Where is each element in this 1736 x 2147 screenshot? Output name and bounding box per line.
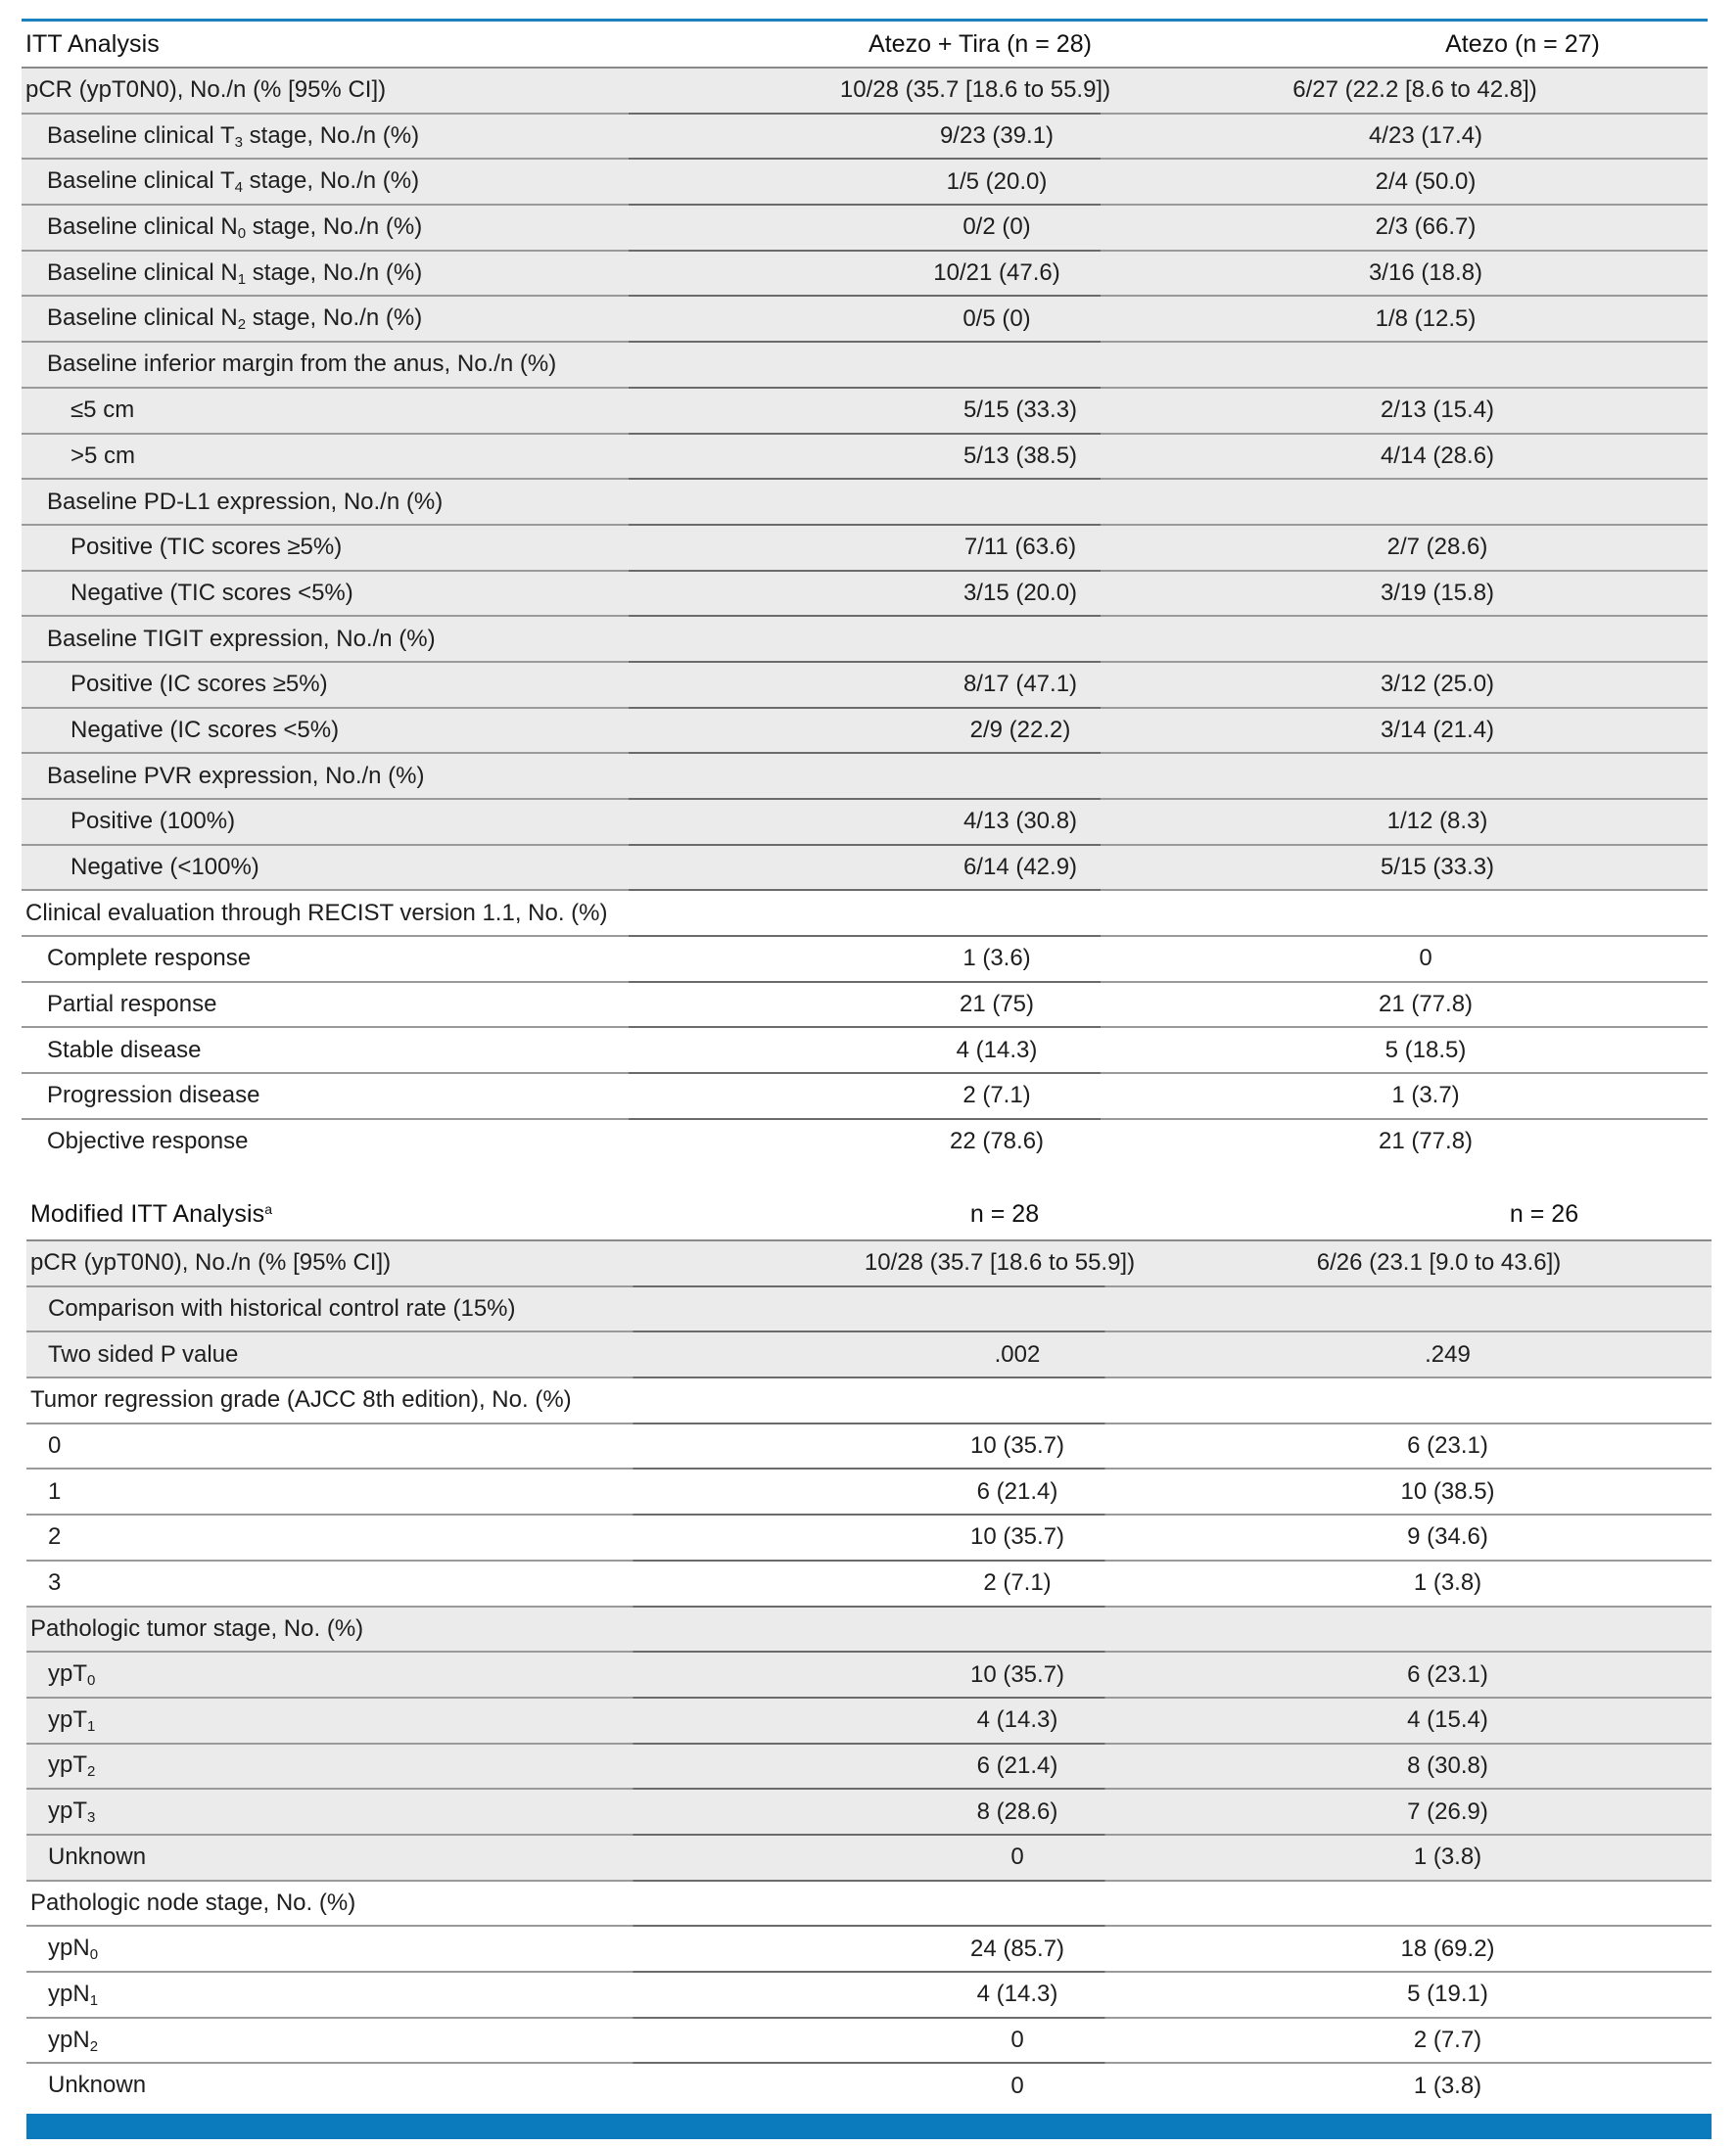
table-row-group-heading bbox=[22, 480, 1708, 526]
bottom-rule bbox=[26, 2114, 1712, 2139]
row-label: pCR (ypT0N0), No./n (% [95% CI]) bbox=[25, 76, 387, 104]
row-label: ypN$_2$ bbox=[48, 2026, 99, 2055]
table-row bbox=[26, 1836, 1712, 1882]
row-label: Progression disease bbox=[47, 1082, 260, 1109]
row-label: pCR (ypT0N0), No./n (% [95% CI]) bbox=[30, 1249, 392, 1277]
cell-atezo: 1 (3.8) bbox=[1413, 2072, 1482, 2099]
row-label: ypT$_2$ bbox=[48, 1751, 96, 1781]
table-row-section-heading bbox=[22, 891, 1708, 937]
cell-atezo: 1/8 (12.5) bbox=[1375, 304, 1477, 332]
table-row bbox=[22, 160, 1708, 206]
row-label: ≤5 cm bbox=[70, 397, 135, 424]
table-row bbox=[26, 1745, 1712, 1791]
node-stage-heading: Pathologic node stage, No. (%) bbox=[30, 1889, 356, 1916]
col-header-atezo: Atezo (n = 27) bbox=[1445, 29, 1600, 58]
cell-atezo: 6/27 (22.2 [8.6 to 42.8]) bbox=[1292, 76, 1537, 104]
row-label: Positive (100%) bbox=[70, 808, 236, 835]
cell-atezo-tira: 0/2 (0) bbox=[962, 213, 1031, 241]
cell-atezo: 1 (3.8) bbox=[1413, 1844, 1482, 1871]
cell-atezo-tira: 0 bbox=[1010, 2072, 1024, 2099]
cell-atezo: 3/16 (18.8) bbox=[1368, 259, 1483, 287]
trg-heading: Tumor regression grade (AJCC 8th edition), No. (%) bbox=[30, 1386, 572, 1414]
cell-atezo: 1/12 (8.3) bbox=[1386, 808, 1488, 835]
cell-atezo-tira: 4 (14.3) bbox=[956, 1036, 1038, 1063]
cell-atezo-tira: 0/5 (0) bbox=[962, 304, 1031, 332]
table-row bbox=[26, 1424, 1712, 1470]
table-row-group-heading bbox=[22, 754, 1708, 800]
row-label: Positive (TIC scores ≥5%) bbox=[70, 534, 343, 561]
cell-atezo: 6 (23.1) bbox=[1407, 1432, 1488, 1460]
table-row bbox=[22, 389, 1708, 435]
cell-atezo-tira: 10/21 (47.6) bbox=[933, 259, 1060, 287]
table-row bbox=[22, 1120, 1708, 1164]
cell-atezo: .249 bbox=[1425, 1340, 1471, 1368]
cell-atezo-tira: 1 (3.6) bbox=[962, 945, 1031, 972]
table-row bbox=[22, 709, 1708, 755]
table-row bbox=[22, 435, 1708, 481]
table-row-group-heading bbox=[22, 343, 1708, 389]
cell-atezo-tira: 2 (7.1) bbox=[983, 1569, 1052, 1597]
table-row bbox=[26, 1927, 1712, 1973]
cell-atezo-tira: 0 bbox=[1010, 1844, 1024, 1871]
row-label: Baseline clinical $N_0$ stage, No./n (%) bbox=[47, 212, 423, 242]
row-label: Objective response bbox=[47, 1128, 249, 1155]
table-row bbox=[22, 206, 1708, 252]
cell-atezo-tira: 24 (85.7) bbox=[969, 1935, 1065, 1962]
table-row bbox=[22, 526, 1708, 572]
row-label: Baseline PD-L1 expression, No./n (%) bbox=[47, 488, 444, 515]
cell-atezo-tira: 10/28 (35.7 [18.6 to 55.9]) bbox=[839, 76, 1111, 104]
table-row bbox=[26, 1516, 1712, 1562]
row-label: Two sided P value bbox=[48, 1340, 239, 1368]
cell-atezo-tira: 10 (35.7) bbox=[969, 1523, 1065, 1551]
cell-atezo-tira: 2/9 (22.2) bbox=[969, 716, 1071, 743]
table-row bbox=[26, 1470, 1712, 1516]
table-row bbox=[22, 115, 1708, 161]
table-row bbox=[22, 983, 1708, 1029]
cell-atezo-tira: 4 (14.3) bbox=[976, 1981, 1058, 2008]
row-label: Baseline clinical $T_3$ stage, No./n (%) bbox=[47, 121, 420, 151]
table-row bbox=[22, 252, 1708, 298]
cell-atezo: 2 (7.7) bbox=[1413, 2027, 1482, 2054]
table-row bbox=[26, 1653, 1712, 1699]
table-row bbox=[22, 800, 1708, 846]
footnote-marker: a bbox=[264, 1201, 273, 1217]
cell-atezo-tira: 5/15 (33.3) bbox=[962, 397, 1078, 424]
row-label: Unknown bbox=[48, 1843, 147, 1870]
col-header-atezo-tira: n = 28 bbox=[969, 1200, 1040, 1228]
cell-atezo: 4/14 (28.6) bbox=[1380, 442, 1495, 469]
row-label: ypT$_0$ bbox=[48, 1660, 96, 1690]
row-label: ypT$_3$ bbox=[48, 1797, 96, 1827]
cell-atezo-tira: 6/14 (42.9) bbox=[962, 854, 1078, 881]
col-header-atezo-tira: Atezo + Tira (n = 28) bbox=[868, 29, 1092, 58]
cell-atezo-tira: 6 (21.4) bbox=[976, 1751, 1058, 1779]
cell-atezo: 21 (77.8) bbox=[1378, 991, 1474, 1018]
cell-atezo-tira: 9/23 (39.1) bbox=[939, 122, 1055, 150]
table-row-group-heading bbox=[22, 617, 1708, 663]
table-row bbox=[26, 1332, 1712, 1378]
table-row bbox=[22, 297, 1708, 343]
table-row-section-heading bbox=[26, 1608, 1712, 1654]
cell-atezo-tira: .002 bbox=[994, 1340, 1041, 1368]
col-header-atezo: n = 26 bbox=[1509, 1200, 1579, 1228]
row-label: Positive (IC scores ≥5%) bbox=[70, 671, 328, 698]
recist-heading: Clinical evaluation through RECIST version 1.1, No. (%) bbox=[25, 899, 608, 926]
table-row bbox=[22, 572, 1708, 618]
row-label: Complete response bbox=[47, 945, 252, 972]
table-row bbox=[26, 1973, 1712, 2019]
cell-atezo-tira: 3/15 (20.0) bbox=[962, 579, 1078, 606]
itt-header-row bbox=[22, 22, 1708, 69]
table-row bbox=[26, 1699, 1712, 1745]
cell-atezo-tira: 10/28 (35.7 [18.6 to 55.9]) bbox=[864, 1249, 1136, 1277]
cell-atezo: 8 (30.8) bbox=[1407, 1751, 1488, 1779]
cell-atezo: 2/7 (28.6) bbox=[1386, 534, 1488, 561]
cell-atezo: 3/19 (15.8) bbox=[1380, 579, 1495, 606]
tumor-stage-heading: Pathologic tumor stage, No. (%) bbox=[30, 1614, 364, 1642]
row-label: Baseline clinical $T_4$ stage, No./n (%) bbox=[47, 167, 420, 197]
row-label: Negative (<100%) bbox=[70, 854, 259, 881]
cell-atezo-tira: 5/13 (38.5) bbox=[962, 442, 1078, 469]
row-label: Baseline TIGIT expression, No./n (%) bbox=[47, 625, 436, 652]
cell-atezo-tira: 21 (75) bbox=[959, 991, 1035, 1018]
table-row bbox=[22, 846, 1708, 892]
table-row bbox=[22, 663, 1708, 709]
mitt-header-row bbox=[26, 1190, 1712, 1241]
cell-atezo: 6/26 (23.1 [9.0 to 43.6]) bbox=[1316, 1249, 1562, 1277]
row-label: ypN$_0$ bbox=[48, 1935, 99, 1964]
modified-itt-table bbox=[26, 1190, 1712, 2108]
cell-atezo: 3/14 (21.4) bbox=[1380, 716, 1495, 743]
cell-atezo: 5/15 (33.3) bbox=[1380, 854, 1495, 881]
row-label: Partial response bbox=[47, 991, 217, 1018]
cell-atezo-tira: 7/11 (63.6) bbox=[963, 534, 1077, 561]
table-row bbox=[22, 1028, 1708, 1074]
row-label: Baseline PVR expression, No./n (%) bbox=[47, 762, 425, 789]
row-label: Baseline clinical $N_2$ stage, No./n (%) bbox=[47, 304, 423, 334]
row-label: 0 bbox=[48, 1432, 62, 1460]
row-label: 3 bbox=[48, 1569, 62, 1597]
cell-atezo: 7 (26.9) bbox=[1407, 1797, 1488, 1825]
row-label: 2 bbox=[48, 1523, 62, 1551]
cell-atezo-tira: 4 (14.3) bbox=[976, 1706, 1058, 1734]
table-row bbox=[26, 1562, 1712, 1608]
cell-atezo-tira: 4/13 (30.8) bbox=[962, 808, 1078, 835]
cell-atezo: 3/12 (25.0) bbox=[1380, 671, 1495, 698]
table-row bbox=[22, 69, 1708, 115]
cell-atezo: 2/3 (66.7) bbox=[1375, 213, 1477, 241]
table-row bbox=[22, 1074, 1708, 1120]
cell-atezo-tira: 0 bbox=[1010, 2027, 1024, 2054]
cell-atezo: 9 (34.6) bbox=[1407, 1523, 1488, 1551]
row-label: >5 cm bbox=[70, 442, 136, 469]
cell-atezo-tira: 6 (21.4) bbox=[976, 1477, 1058, 1505]
cell-atezo: 0 bbox=[1419, 945, 1432, 972]
cell-atezo: 1 (3.7) bbox=[1391, 1082, 1460, 1109]
table-row bbox=[26, 1241, 1712, 1287]
cell-atezo-tira: 22 (78.6) bbox=[949, 1128, 1045, 1155]
row-label: Baseline clinical $N_1$ stage, No./n (%) bbox=[47, 258, 423, 288]
table-row-section-heading bbox=[26, 1882, 1712, 1928]
cell-atezo: 18 (69.2) bbox=[1400, 1935, 1495, 1962]
cell-atezo-tira: 8/17 (47.1) bbox=[962, 671, 1078, 698]
table-row bbox=[26, 2064, 1712, 2108]
mitt-header-label: Modified ITT Analysis$^a$ bbox=[30, 1200, 273, 1228]
itt-header-label: ITT Analysis bbox=[25, 29, 160, 58]
row-label: Unknown bbox=[48, 2072, 147, 2099]
table-row bbox=[26, 1790, 1712, 1836]
row-label: Baseline inferior margin from the anus, No./n (%) bbox=[47, 350, 557, 378]
cell-atezo-tira: 8 (28.6) bbox=[976, 1797, 1058, 1825]
row-label: ypN$_1$ bbox=[48, 1980, 99, 2009]
cell-atezo: 4 (15.4) bbox=[1407, 1706, 1488, 1734]
cell-atezo: 6 (23.1) bbox=[1407, 1660, 1488, 1688]
cell-atezo-tira: 10 (35.7) bbox=[969, 1432, 1065, 1460]
table-row-section-heading bbox=[26, 1378, 1712, 1424]
cell-atezo: 1 (3.8) bbox=[1413, 1569, 1482, 1597]
row-label: ypT$_1$ bbox=[48, 1705, 96, 1735]
table-row bbox=[26, 2019, 1712, 2065]
cell-atezo: 5 (18.5) bbox=[1384, 1036, 1467, 1063]
cell-atezo: 21 (77.8) bbox=[1378, 1128, 1474, 1155]
cell-atezo: 2/4 (50.0) bbox=[1375, 167, 1477, 195]
table-row bbox=[26, 1287, 1712, 1333]
cell-atezo-tira: 1/5 (20.0) bbox=[946, 167, 1048, 195]
cell-atezo: 4/23 (17.4) bbox=[1368, 122, 1483, 150]
row-label: Stable disease bbox=[47, 1036, 202, 1063]
row-label: Comparison with historical control rate (15%) bbox=[48, 1295, 516, 1323]
cell-atezo-tira: 10 (35.7) bbox=[969, 1660, 1065, 1688]
cell-atezo-tira: 2 (7.1) bbox=[962, 1082, 1031, 1109]
row-label: Negative (IC scores <5%) bbox=[70, 716, 340, 743]
table-row bbox=[22, 937, 1708, 983]
itt-table bbox=[22, 22, 1708, 1164]
row-label: Negative (TIC scores <5%) bbox=[70, 579, 353, 606]
cell-atezo: 10 (38.5) bbox=[1400, 1477, 1495, 1505]
cell-atezo: 2/13 (15.4) bbox=[1380, 397, 1495, 424]
row-label: 1 bbox=[48, 1477, 62, 1505]
cell-atezo: 5 (19.1) bbox=[1407, 1981, 1488, 2008]
